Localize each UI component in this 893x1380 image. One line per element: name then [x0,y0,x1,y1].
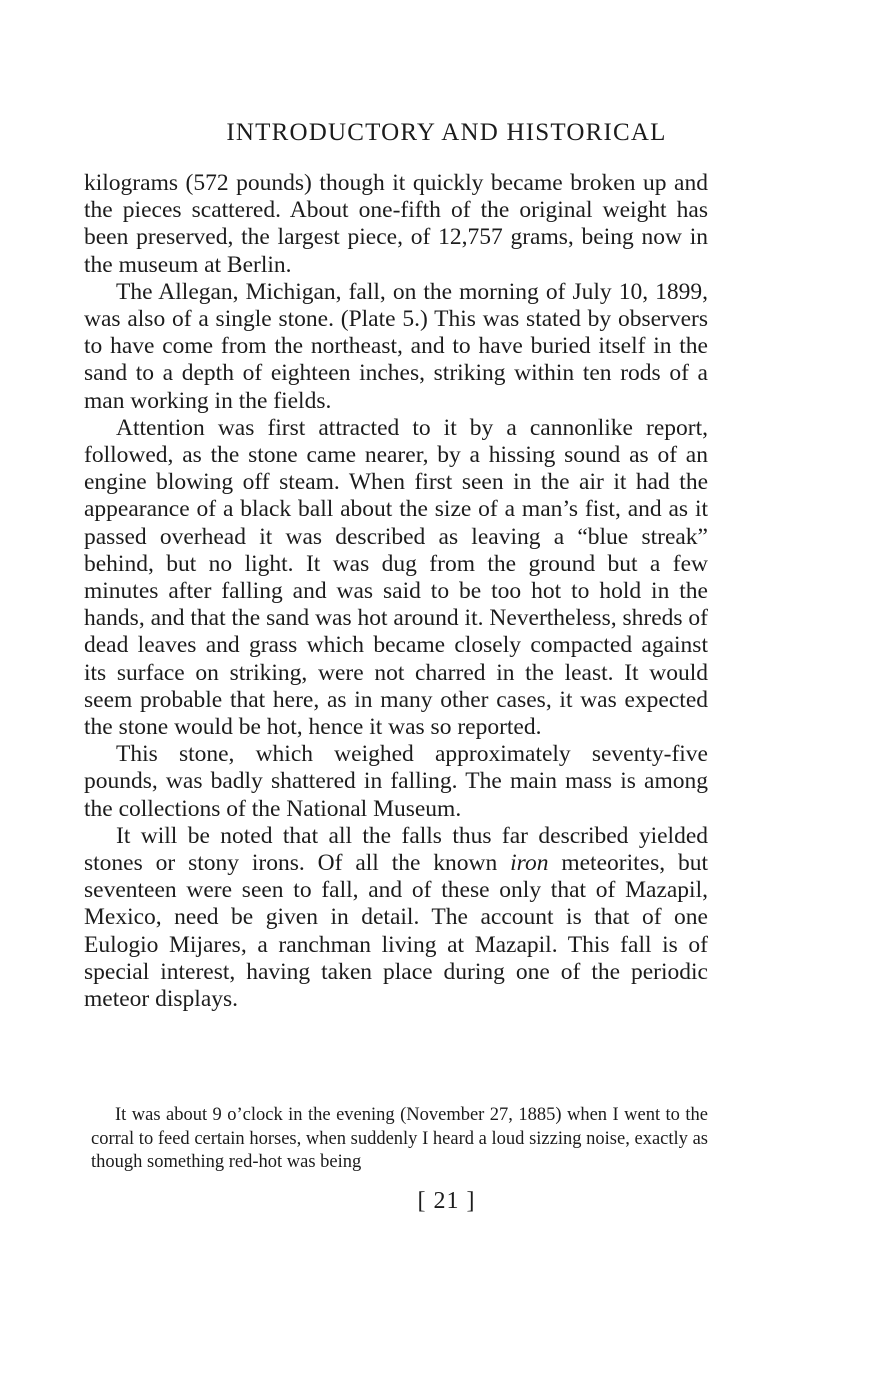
page-number: [ 21 ] [417,1188,476,1214]
block-quote [91,1104,708,1175]
paragraph-5-text-before: It will be noted that all the falls thus far described yielded stones or stony irons. Of all the known [84,822,708,877]
body-text [84,170,708,1013]
paragraph-3: Attention was first attracted to it by a cannonlike report, followed, as the stone came nearer, by a hissing sound as of an engine blowing off steam. When first seen in the air it had the appearance of a black ball about the size of a man’s fist, and as it passed overhead it was described as leaving a “blue streak” behind, but no light. It was dug from the ground but a few minutes after falling and was said to be too hot to hold in the hands, and that the sand was hot around it. Nevertheless, shreds of dead leaves and grass which became closely compacted against its surface on striking, were not charred in the least. It would seem probable that here, as in many other cases, it was expected the stone would be hot, hence it was so reported. [84,414,708,741]
paragraph-2: The Allegan, Michigan, fall, on the morning of July 10, 1899, was also of a single stone. (Plate 5.) This was stated by observers to have come from the northeast, and to have buried itself in the sand to a depth of eighteen inches, striking within ten rods of a man working in the fields. [84,278,708,414]
paragraph-1: kilograms (572 pounds) though it quickly became broken up and the pieces scattered. About one-fifth of the original weight has been preserved, the largest piece, of 12,757 grams, being now in the museum at Berlin. [84,170,708,278]
paragraph-5 [84,823,708,1013]
paragraph-5-italic-word: iron [510,850,549,877]
running-head: INTRODUCTORY AND HISTORICAL [226,119,667,146]
block-quote-text: It was about 9 o’clock in the evening (November 27, 1885) when I went to the corral to feed certain horses, when suddenly I heard a loud sizzing noise, exactly as though something red-hot was being [91,1105,708,1172]
paragraph-5-text-after: meteorites, but seventeen were seen to fall, and of these only that of Mazapil, Mexico, need be given in detail. The account is that of one Eulogio Mijares, a ranchman living at Mazapil. This fall is of special interest, having taken place during one of the periodic meteor displays. [84,850,708,1013]
paragraph-4: This stone, which weighed approximately seventy-five pounds, was badly shattered in falling. The main mass is among the collections of the National Museum. [84,741,708,822]
